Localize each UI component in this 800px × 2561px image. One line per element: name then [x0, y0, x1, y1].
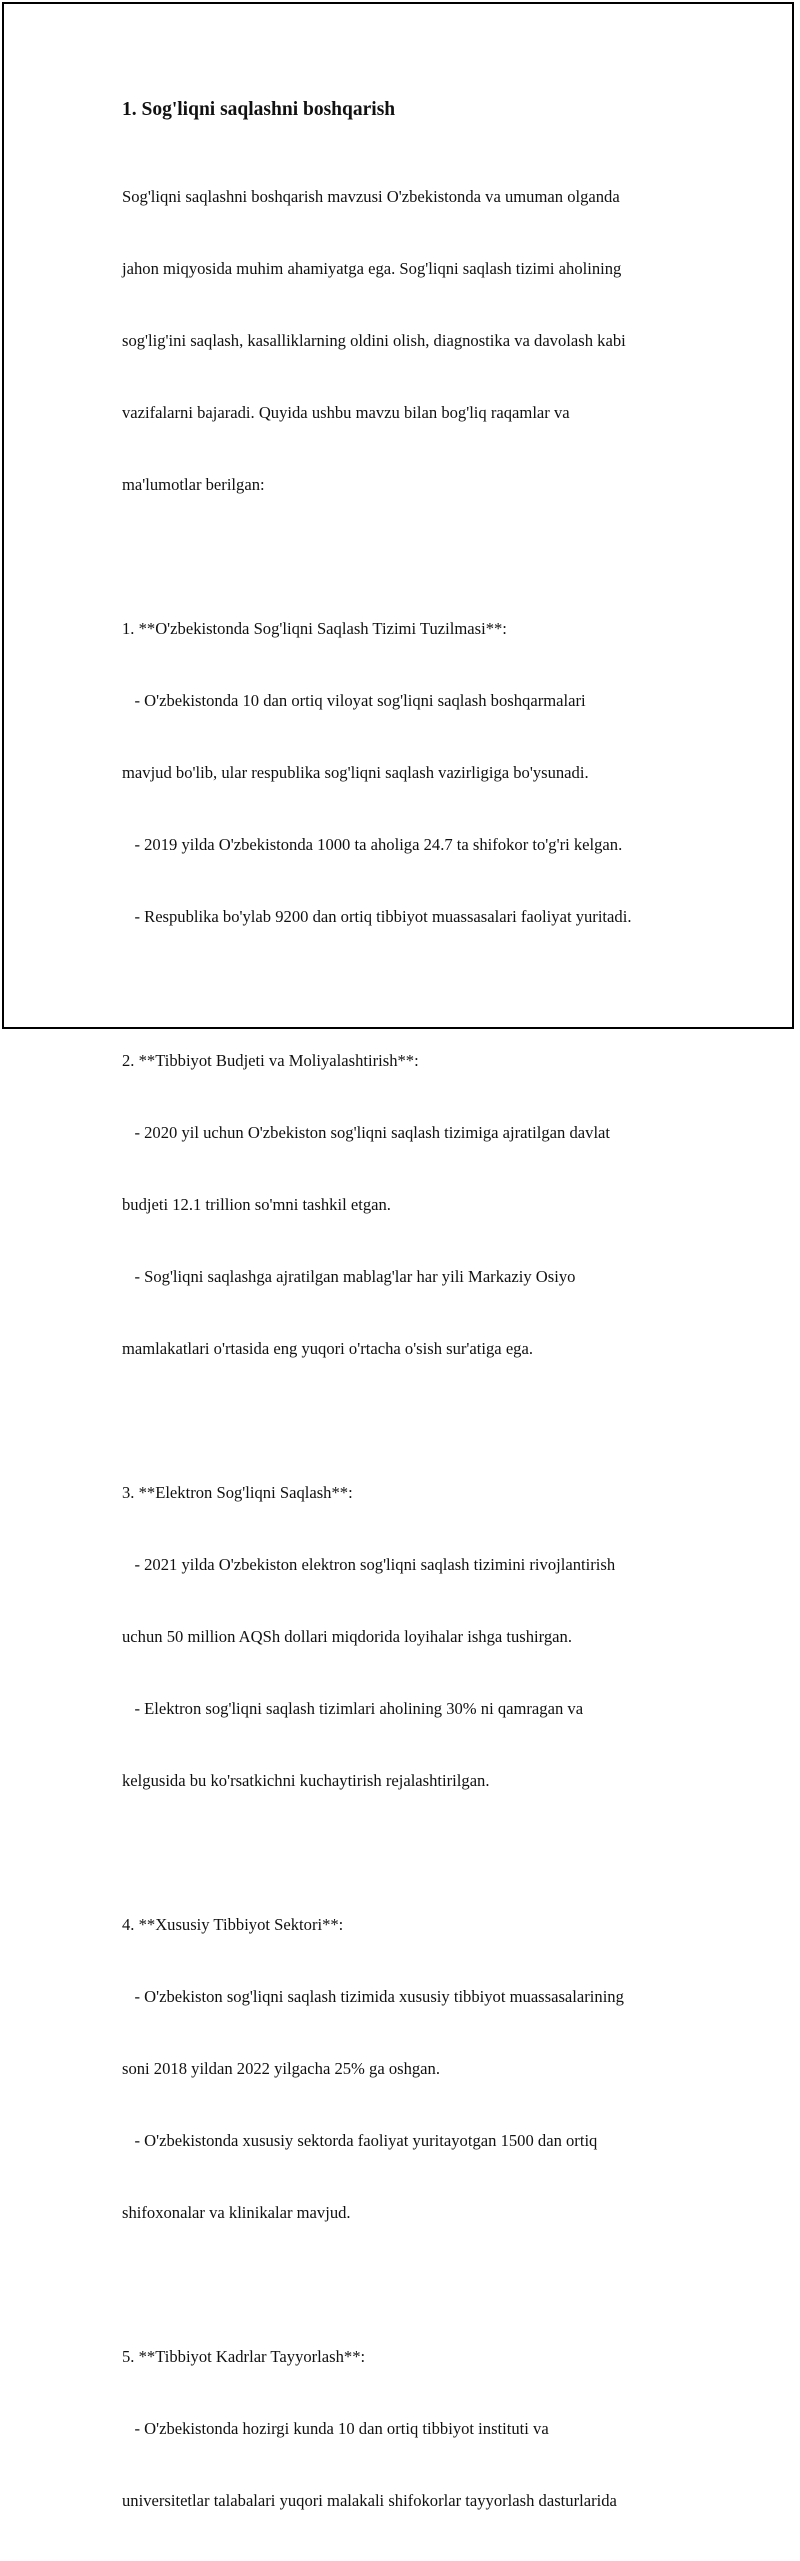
text-line: Sog'liqni saqlashni boshqarish mavzusi O'zbekistonda va umuman olganda — [122, 187, 620, 206]
text-line: - 2020 yil uchun O'zbekiston sog'liqni saqlash tizimiga ajratilgan davlat — [122, 1123, 611, 1142]
text-line: uchun 50 million AQSh dollari miqdorida loyihalar ishga tushirgan. — [122, 1627, 572, 1646]
text-line: jahon miqyosida muhim ahamiyatga ega. Sog'liqni saqlash tizimi aholining — [122, 259, 622, 278]
section-heading: 2. **Tibbiyot Budjeti va Moliyalashtirish**: — [122, 1051, 419, 1070]
document-title: 1. Sog'liqni saqlashni boshqarish — [122, 99, 396, 120]
blank-line — [122, 977, 722, 1001]
section-heading: 3. **Elektron Sog'liqni Saqlash**: — [122, 1483, 353, 1502]
text-line: mavjud bo'lib, ular respublika sog'liqni saqlash vazirligiga bo'ysunadi. — [122, 763, 589, 782]
text-line: - Respublika bo'ylab 9200 dan ortiq tibbiyot muassasalari faoliyat yuritadi. — [122, 907, 632, 926]
text-line: - O'zbekistonda 10 dan ortiq viloyat sog'liqni saqlash boshqarmalari — [122, 691, 586, 710]
text-line: universitetlar talabalari yuqori malakali shifokorlar tayyorlash dasturlarida — [122, 2491, 617, 2510]
blank-line — [122, 1409, 722, 1433]
text-line: vazifalarni bajaradi. Quyida ushbu mavzu bilan bog'liq raqamlar va — [122, 403, 570, 422]
text-line: soni 2018 yildan 2022 yilgacha 25% ga oshgan. — [122, 2059, 440, 2078]
text-line: budjeti 12.1 trillion so'mni tashkil etgan. — [122, 1195, 391, 1214]
text-line: - O'zbekistonda hozirgi kunda 10 dan ortiq tibbiyot instituti va — [122, 2419, 549, 2438]
blank-line — [122, 2273, 722, 2297]
text-line: - Elektron sog'liqni saqlash tizimlari aholining 30% ni qamragan va — [122, 1699, 584, 1718]
text-line: - 2019 yilda O'zbekistonda 1000 ta aholiga 24.7 ta shifokor to'g'ri kelgan. — [122, 835, 623, 854]
text-line: - O'zbekiston sog'liqni saqlash tizimida xususiy tibbiyot muassasalarining — [122, 1987, 624, 2006]
text-line: - O'zbekistonda xususiy sektorda faoliyat yuritayotgan 1500 dan ortiq — [122, 2131, 598, 2150]
document-body — [122, 137, 722, 2561]
text-line: - 2021 yilda O'zbekiston elektron sog'liqni saqlash tizimini rivojlantirish — [122, 1555, 616, 1574]
document-content — [122, 96, 722, 2561]
text-line: kelgusida bu ko'rsatkichni kuchaytirish rejalashtirilgan. — [122, 1771, 490, 1790]
section-heading: 1. **O'zbekistonda Sog'liqni Saqlash Tizimi Tuzilmasi**: — [122, 619, 507, 638]
text-line: - Sog'liqni saqlashga ajratilgan mablag'lar har yili Markaziy Osiyo — [122, 1267, 576, 1286]
blank-line — [122, 1841, 722, 1865]
section-heading: 4. **Xususiy Tibbiyot Sektori**: — [122, 1915, 344, 1934]
text-line: sog'lig'ini saqlash, kasalliklarning oldini olish, diagnostika va davolash kabi — [122, 331, 626, 350]
text-line: shifoxonalar va klinikalar mavjud. — [122, 2203, 351, 2222]
text-line: mamlakatlari o'rtasida eng yuqori o'rtacha o'sish sur'atiga ega. — [122, 1339, 533, 1358]
text-line: ma'lumotlar berilgan: — [122, 475, 265, 494]
blank-line — [122, 545, 722, 569]
section-heading: 5. **Tibbiyot Kadrlar Tayyorlash**: — [122, 2347, 366, 2366]
page-frame — [2, 2, 794, 2510]
